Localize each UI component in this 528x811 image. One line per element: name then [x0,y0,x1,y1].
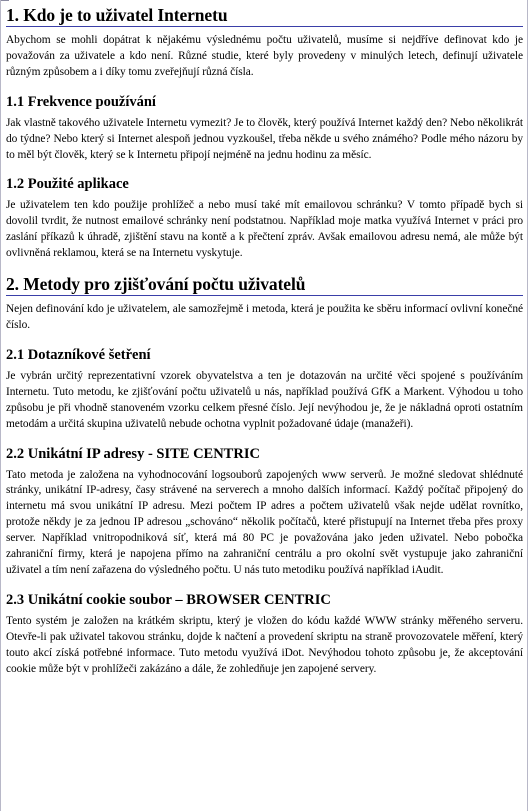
subsection-2-1-text: Je vybrán určitý reprezentativní vzorek obyvatelstva a ten je dotazován na určité věci spojené s používáním Internetu. Tuto metodu, ke zjišťování počtu uživatelů u nás, například používá GfK a Markent. Výhodou u toho způsobu je při vhodně stanoveném vzorku celkem přesné číslo. Její nevýhodou je, že je nákladná oproti ostatním metodám a určitá skupina uživatelů nebude ochotna vyplnit požadované údaje (manažeři). [6,369,523,430]
section-1-intro: Abychom se mohli dopátrat k nějakému výslednému počtu uživatelů, musíme si nejdříve definovat kdo je považován za uživatele a kdo není. Různé studie, které byly provedeny v minulých letech, definují uživatele různým způsobem a i díky tomu zveřejňují různá čísla. [6,34,523,78]
section-1-heading: 1. Kdo je to uživatel Internetu [6,5,228,25]
subsection-2-3-text: Tento systém je založen na krátkém skriptu, který je vložen do kódu každé WWW stránky měřeného serveru. Otevře-li pak uživatel takovou stránku, dojde k načtení a provedení skriptu na straně provozovatele měření, který touto akcí získá potřebné informace. Tuto metodu využívá iDot. Nevýhodou tohoto způsobu je, že akceptování cookie může být v prohlížeči zakázáno a dále, že zohledňuje jen zapojené servery. [6,614,523,675]
subsection-1-1-heading: 1.1 Frekvence používání [6,93,156,110]
subsection-2-1-heading: 2.1 Dotazníkové šetření [6,346,151,363]
subsection-2-3-heading: 2.3 Unikátní cookie soubor – BROWSER CENTRIC [6,591,331,608]
section-2-intro: Nejen definování kdo je uživatelem, ale samozřejmě i metoda, která je použita ke sběru informací ovlivní konečné číslo. [6,303,523,331]
section-2-heading: 2. Metody pro zjišťování počtu uživatelů [6,274,306,295]
subsection-1-2-heading: 1.2 Použité aplikace [6,176,129,193]
heading-underline [6,295,523,296]
subsection-1-1-text: Jak vlastně takového uživatele Internetu vymezit? Je to člověk, který používá Internet každý den? Nebo několikrát do týdne? Nebo který si Internet alespoň jednou vyzkoušel, třeba někde u svého známého? Podle mého názoru by to měl být člověk, který se k Internetu připojí nejméně na jednu hodinu za měsíc. [6,116,523,161]
heading-underline [6,26,523,27]
subsection-2-2-heading: 2.2 Unikátní IP adresy - SITE CENTRIC [6,445,260,462]
subsection-2-2-text: Tato metoda je založena na vyhodnocování logsouborů zapojených www serverů. Je možné sledovat shlédnuté stránky, unikátní IP-adresy, časy strávené na serverech a mnoho dalších informací. Každý počítač připojený do internetu má svou unikátní IP adresu. Mezi počtem IP adres a počtem uživatelů však nejde udělat rovnítko, protože někdy je za jednou IP adresou „schováno“ několik počítačů, které přistupují na Internet třeba přes proxy server. Například vnitropodniková síť, která má 80 PC je považována jako jeden uživatel. Nebo pobočka zahraniční firmy, která je napojena přímo na zahraniční centrálu a pro okolní svět vystupuje jako zahraniční uživatel a tím není zařazena do výsledného počtu. U nás tuto metodiku používá například iAudit. [6,468,523,576]
subsection-1-2-text: Je uživatelem ten kdo použije prohlížeč a nebo musí také mít emailovou schránku? V tomto případě bych si dovolil tvrdit, že nutnost emailové schránky není podstatnou. Například moje matka využívá Internet v práci pro zaslání příkazů k úhradě, zjištění stavu na kontě a k přečtení zpráv. Avšak emailovou adresu nemá, ale může být ovlivněná reklamou, která se na Internetu vyskytuje. [6,199,523,260]
